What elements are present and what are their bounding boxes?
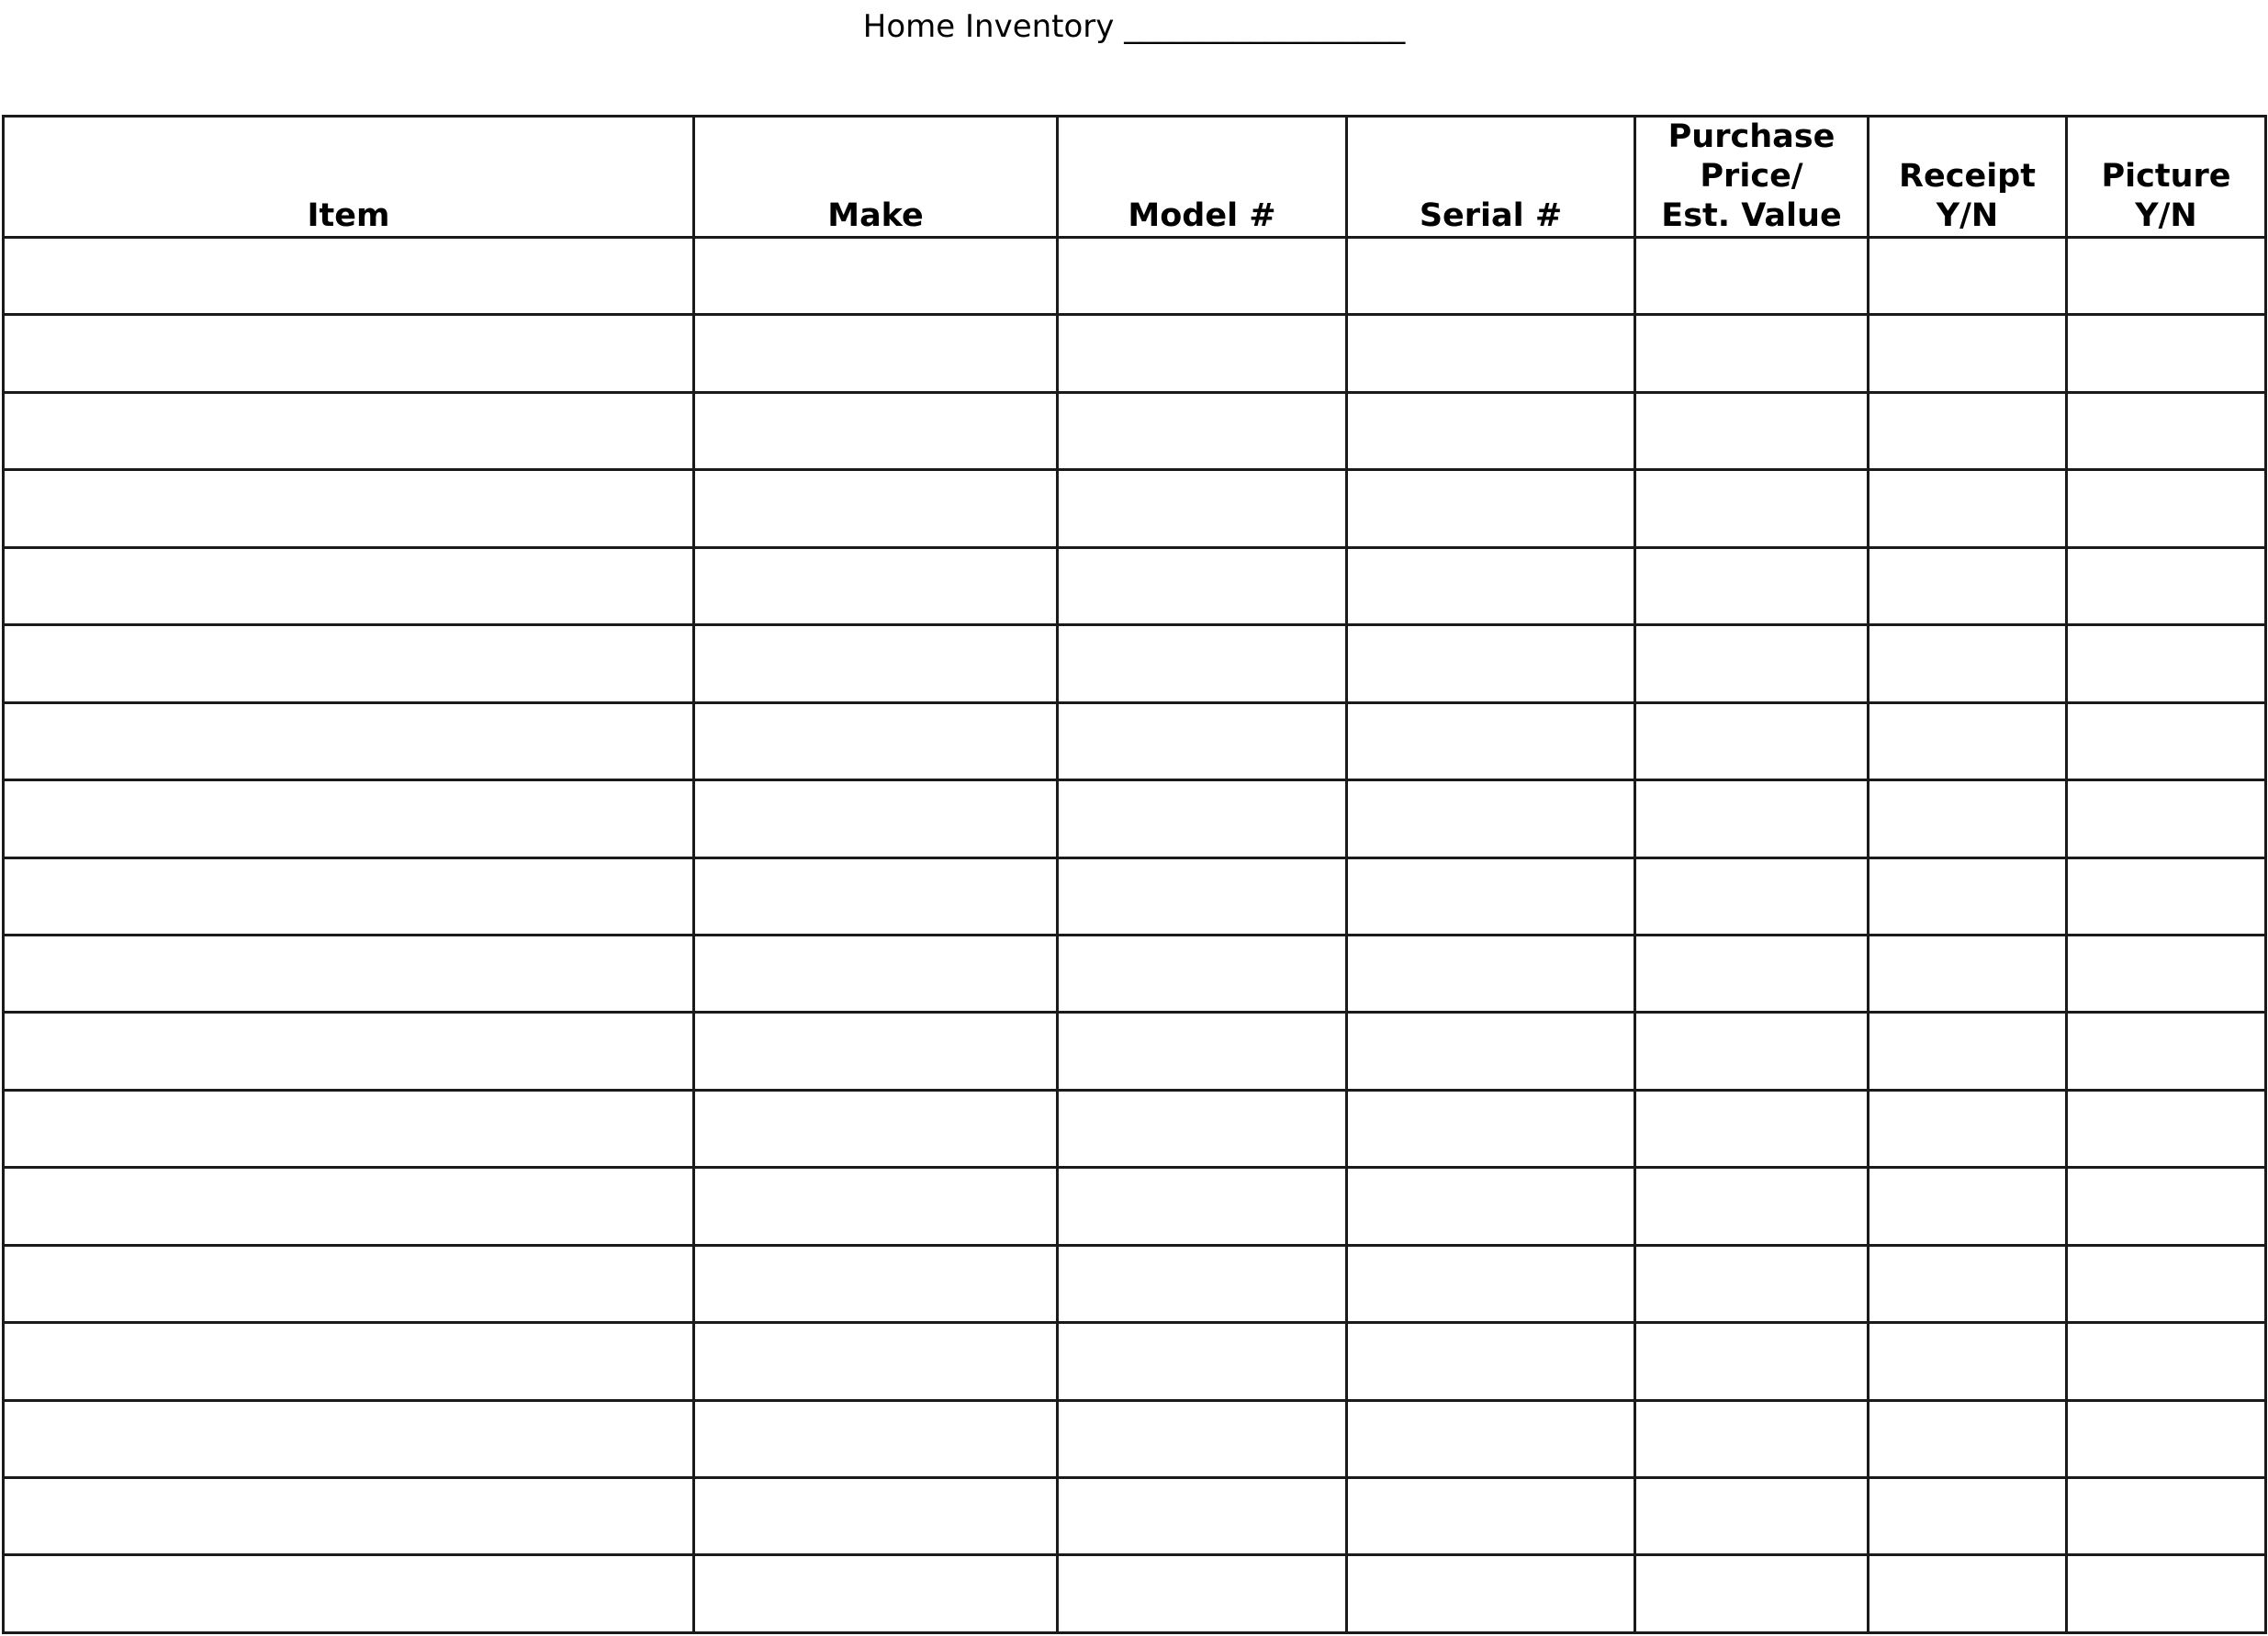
table-cell — [1347, 1478, 1635, 1555]
table-cell — [1058, 780, 1347, 857]
table-cell — [1635, 315, 1869, 392]
table-cell — [1635, 1478, 1869, 1555]
table-cell — [694, 1013, 1058, 1090]
table-cell — [1635, 780, 1869, 857]
header-line: Serial # — [1419, 197, 1563, 234]
table-cell — [2067, 780, 2266, 857]
table-cell — [2067, 1168, 2266, 1245]
header-line: Make — [827, 197, 924, 234]
table-row — [4, 315, 2266, 392]
table-cell — [1869, 857, 2067, 935]
table-cell — [4, 780, 694, 857]
table-row — [4, 547, 2266, 624]
table-cell — [1347, 315, 1635, 392]
table-cell — [1635, 702, 1869, 779]
table-cell — [694, 935, 1058, 1012]
table-cell — [1058, 470, 1347, 547]
table-row — [4, 1400, 2266, 1477]
table-cell — [1635, 1090, 1869, 1167]
table-row — [4, 1323, 2266, 1400]
title-text: Home Inventory — [862, 8, 1115, 45]
header-line: Item — [307, 197, 390, 234]
table-cell — [1635, 625, 1869, 702]
table-cell — [1058, 238, 1347, 315]
table-cell — [694, 702, 1058, 779]
title-blank-line: __________________ — [1124, 8, 1406, 45]
table-row — [4, 1168, 2266, 1245]
table-cell — [694, 238, 1058, 315]
header-line: Est. Value — [1661, 197, 1842, 234]
table-cell — [4, 1323, 694, 1400]
table-cell — [694, 625, 1058, 702]
table-row — [4, 780, 2266, 857]
table-cell — [1635, 1245, 1869, 1322]
table-cell — [1058, 857, 1347, 935]
table-cell — [4, 547, 694, 624]
table-cell — [694, 857, 1058, 935]
table-cell — [1058, 1013, 1347, 1090]
table-cell — [1347, 1168, 1635, 1245]
table-cell — [4, 1013, 694, 1090]
table-row — [4, 392, 2266, 469]
header-line: Receipt — [1899, 158, 2036, 195]
table-cell — [1635, 1400, 1869, 1477]
table-cell — [4, 702, 694, 779]
table-cell — [1869, 547, 2067, 624]
table-cell — [1635, 470, 1869, 547]
table-cell — [4, 1245, 694, 1322]
table-cell — [1869, 1245, 2067, 1322]
table-cell — [1347, 1245, 1635, 1322]
table-cell — [1347, 470, 1635, 547]
table-cell — [1635, 1168, 1869, 1245]
column-header-receipt — [1869, 117, 2067, 238]
table-cell — [4, 625, 694, 702]
table-row — [4, 470, 2266, 547]
table-cell — [1635, 547, 1869, 624]
table-cell — [2067, 857, 2266, 935]
table-cell — [1869, 702, 2067, 779]
table-cell — [2067, 1400, 2266, 1477]
table-cell — [4, 315, 694, 392]
table-cell — [1635, 935, 1869, 1012]
column-header-serial — [1347, 117, 1635, 238]
table-cell — [2067, 1478, 2266, 1555]
table-row — [4, 702, 2266, 779]
table-cell — [1347, 1400, 1635, 1477]
table-row — [4, 1013, 2266, 1090]
table-cell — [4, 857, 694, 935]
table-cell — [1347, 1090, 1635, 1167]
table-cell — [1347, 238, 1635, 315]
table-cell — [1058, 1323, 1347, 1400]
table-cell — [1869, 1323, 2067, 1400]
column-header-purchase-price — [1635, 117, 1869, 238]
table-cell — [694, 780, 1058, 857]
table-cell — [1347, 935, 1635, 1012]
table-cell — [694, 470, 1058, 547]
table-cell — [2067, 470, 2266, 547]
header-line: Picture — [2101, 158, 2231, 195]
table-cell — [2067, 625, 2266, 702]
table-row — [4, 238, 2266, 315]
table-cell — [694, 1478, 1058, 1555]
table-cell — [1058, 1168, 1347, 1245]
table-cell — [4, 238, 694, 315]
table-cell — [1058, 1555, 1347, 1633]
table-cell — [1347, 392, 1635, 469]
column-header-item — [4, 117, 694, 238]
table-cell — [1058, 1245, 1347, 1322]
table-cell — [1869, 1013, 2067, 1090]
header-line: Y/N — [2135, 197, 2197, 234]
table-cell — [1635, 1323, 1869, 1400]
table-cell — [1635, 1013, 1869, 1090]
table-cell — [694, 1323, 1058, 1400]
table-cell — [694, 1090, 1058, 1167]
table-cell — [1635, 392, 1869, 469]
table-cell — [1635, 857, 1869, 935]
header-line: Y/N — [1936, 197, 1999, 234]
table-cell — [1869, 470, 2067, 547]
table-row — [4, 625, 2266, 702]
table-cell — [2067, 1323, 2266, 1400]
table-cell — [1347, 1555, 1635, 1633]
table-cell — [2067, 1090, 2266, 1167]
table-cell — [2067, 392, 2266, 469]
table-cell — [1058, 315, 1347, 392]
header-row — [4, 117, 2266, 238]
table-cell — [4, 1400, 694, 1477]
header-line: Model # — [1128, 197, 1276, 234]
table-cell — [2067, 238, 2266, 315]
table-cell — [4, 470, 694, 547]
table-row — [4, 1090, 2266, 1167]
table-cell — [2067, 1245, 2266, 1322]
table-cell — [2067, 315, 2266, 392]
table-cell — [1347, 702, 1635, 779]
table-cell — [4, 392, 694, 469]
table-cell — [1058, 1090, 1347, 1167]
table-cell — [1058, 702, 1347, 779]
table-cell — [1058, 392, 1347, 469]
table-cell — [1869, 780, 2067, 857]
table-cell — [1347, 857, 1635, 935]
table-cell — [4, 1090, 694, 1167]
page-title — [0, 6, 2268, 48]
table-cell — [1058, 1400, 1347, 1477]
table-row — [4, 1555, 2266, 1633]
table-cell — [1869, 315, 2067, 392]
table-cell — [1058, 1478, 1347, 1555]
table-cell — [2067, 547, 2266, 624]
table-cell — [694, 1168, 1058, 1245]
table-cell — [2067, 935, 2266, 1012]
table-cell — [694, 1400, 1058, 1477]
table-cell — [4, 935, 694, 1012]
table-cell — [1347, 1013, 1635, 1090]
table-cell — [1869, 1478, 2067, 1555]
table-cell — [694, 1555, 1058, 1633]
table-cell — [4, 1168, 694, 1245]
column-header-model — [1058, 117, 1347, 238]
table-cell — [1347, 780, 1635, 857]
table-cell — [694, 547, 1058, 624]
table-cell — [1058, 547, 1347, 624]
column-header-make — [694, 117, 1058, 238]
table-cell — [1347, 625, 1635, 702]
table-row — [4, 1245, 2266, 1322]
table-cell — [1869, 935, 2067, 1012]
table-row — [4, 1478, 2266, 1555]
table-cell — [1058, 625, 1347, 702]
header-line: Purchase — [1667, 118, 1836, 155]
table-cell — [2067, 702, 2266, 779]
table-row — [4, 857, 2266, 935]
table-cell — [4, 1555, 694, 1633]
table-cell — [1635, 1555, 1869, 1633]
table-cell — [1869, 1090, 2067, 1167]
table-row — [4, 935, 2266, 1012]
table-cell — [1869, 1400, 2067, 1477]
table-cell — [1869, 1555, 2067, 1633]
table-cell — [1058, 935, 1347, 1012]
table-cell — [694, 315, 1058, 392]
table-cell — [1347, 1323, 1635, 1400]
table-cell — [2067, 1555, 2266, 1633]
header-line: Price/ — [1700, 158, 1803, 195]
table-cell — [1869, 1168, 2067, 1245]
table-cell — [1347, 547, 1635, 624]
table-cell — [1635, 238, 1869, 315]
table-cell — [1869, 238, 2067, 315]
table-cell — [2067, 1013, 2266, 1090]
table-cell — [1869, 392, 2067, 469]
table-cell — [1869, 625, 2067, 702]
table-cell — [4, 1478, 694, 1555]
column-header-picture — [2067, 117, 2266, 238]
inventory-table — [2, 115, 2267, 1634]
table-body — [4, 238, 2266, 1633]
table-cell — [694, 1245, 1058, 1322]
table-cell — [694, 392, 1058, 469]
